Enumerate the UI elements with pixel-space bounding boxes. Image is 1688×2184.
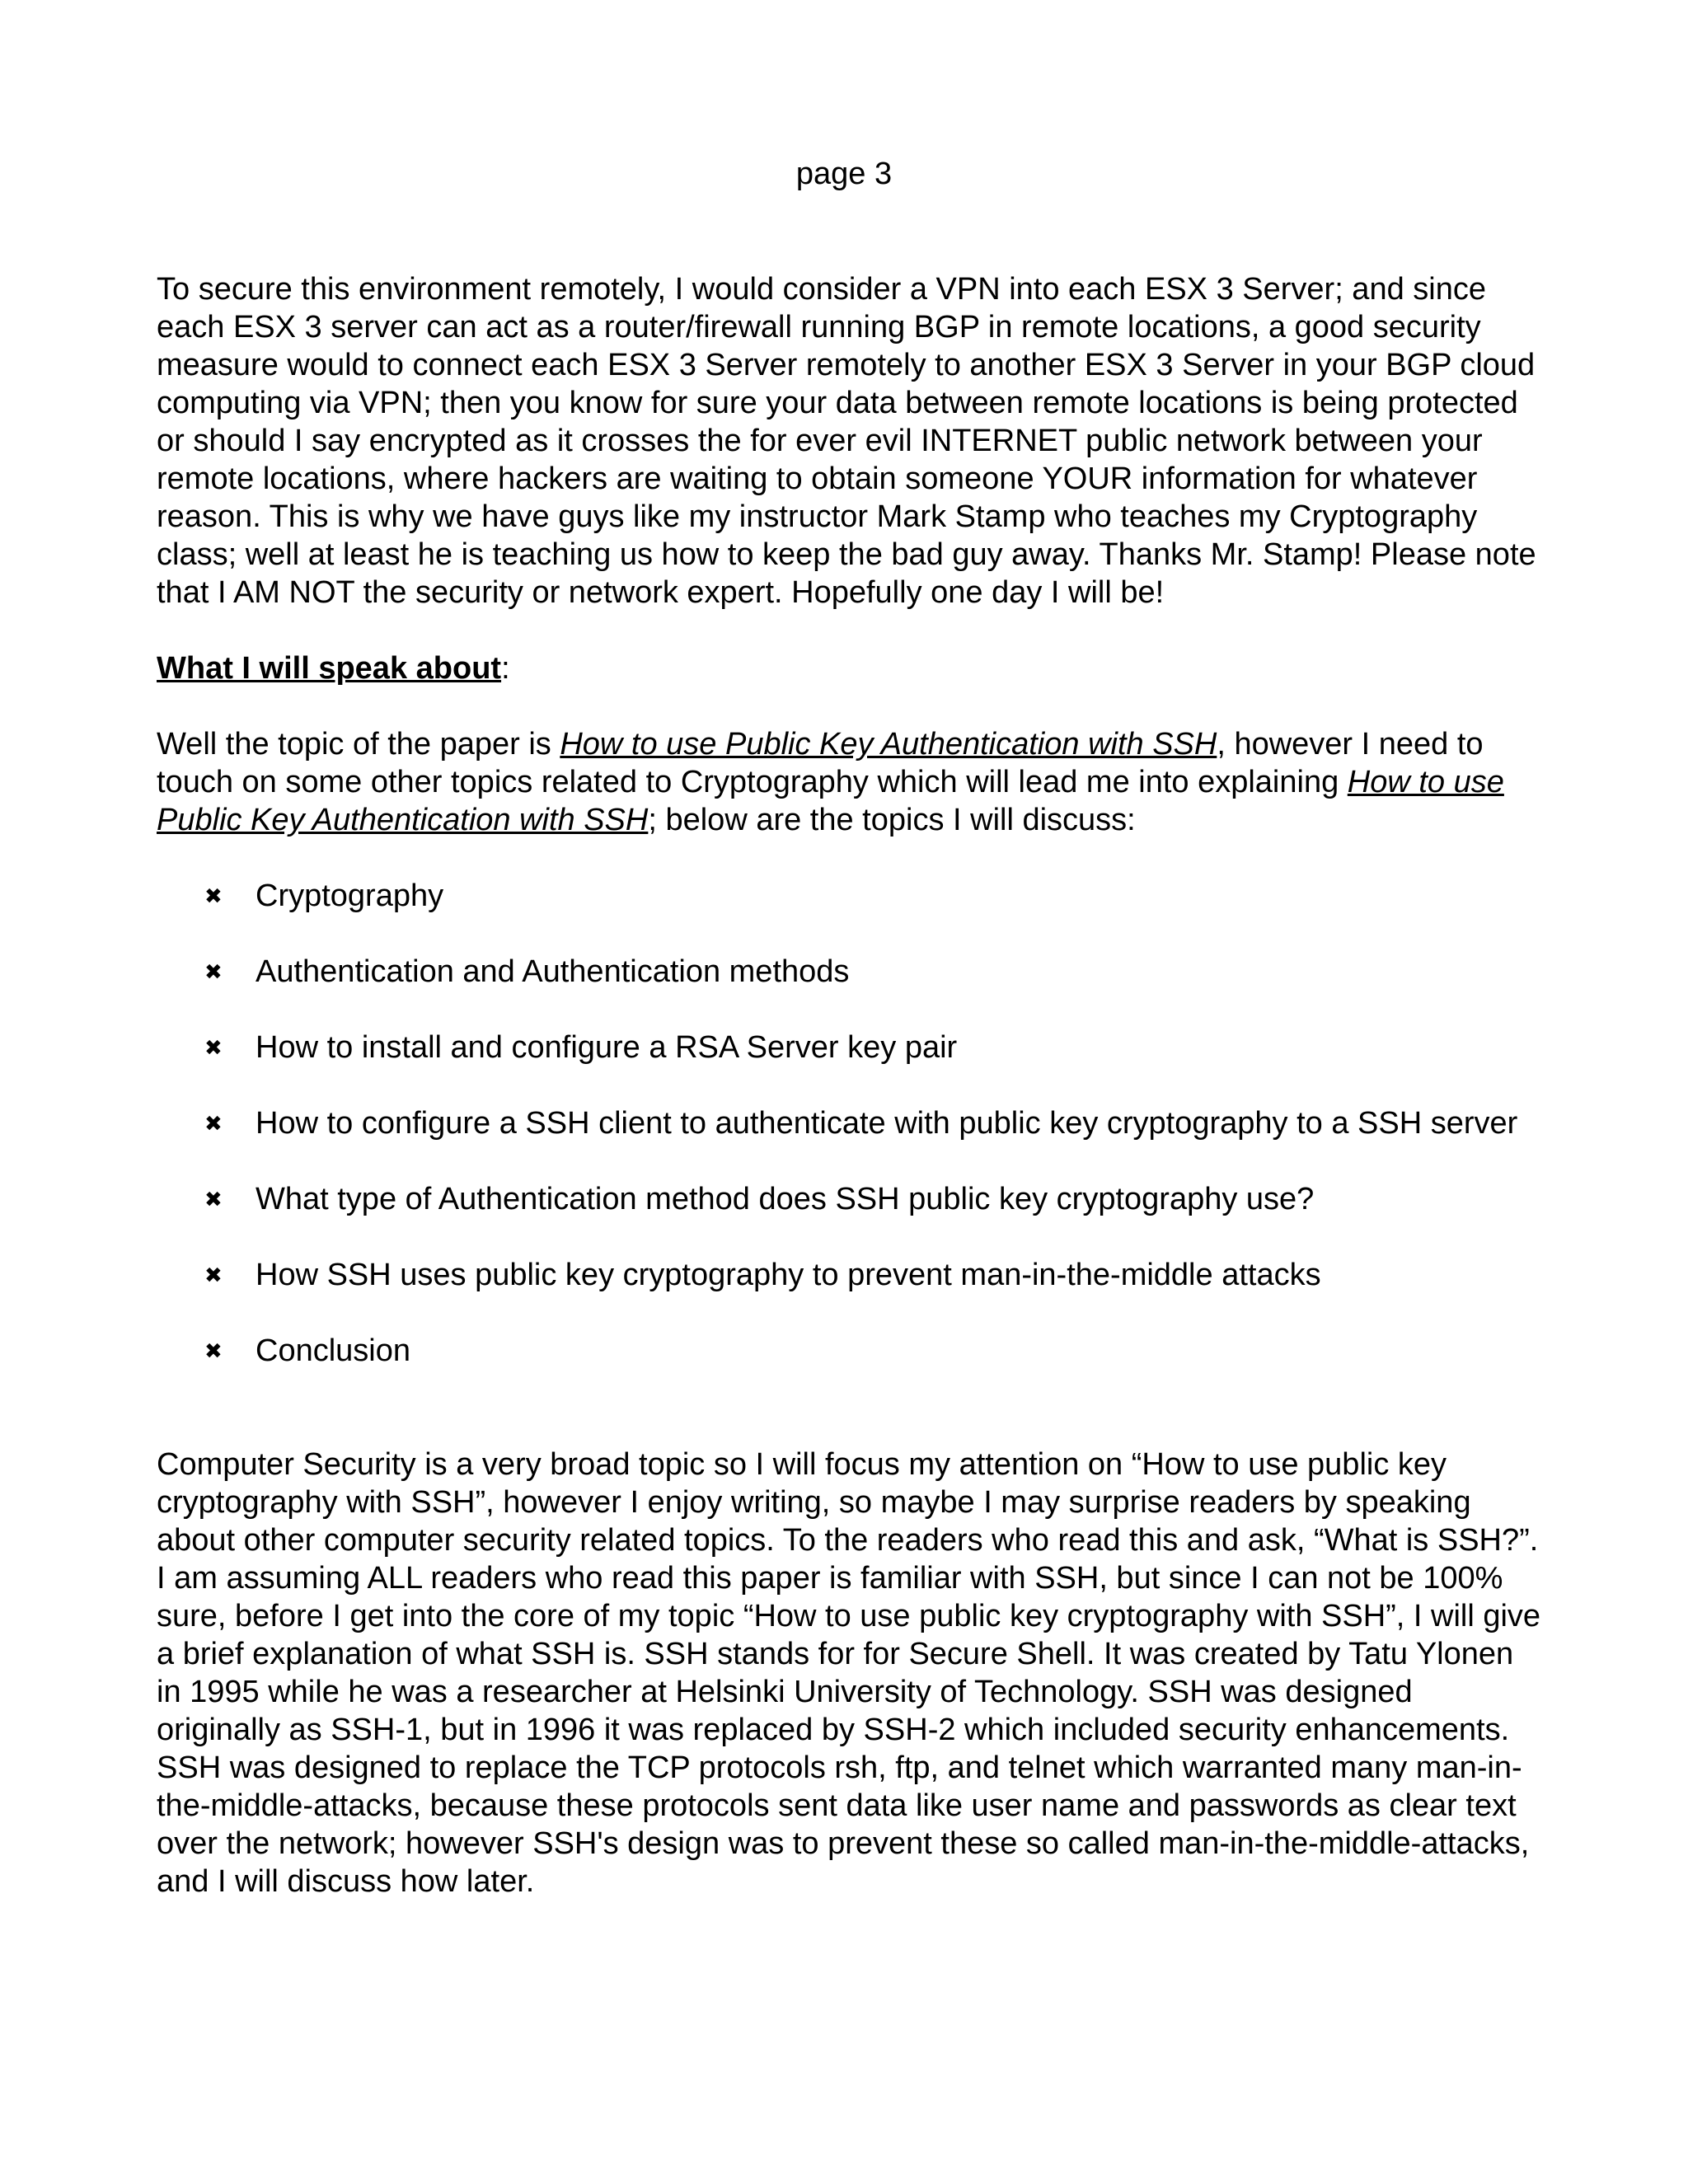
paper-title-ref-1: How to use Public Key Authentication with SSH [560, 727, 1217, 762]
bullet-icon: ✖ [204, 883, 223, 908]
section-heading-colon: : [501, 651, 510, 686]
bullet-icon: ✖ [204, 1035, 223, 1060]
bullet-icon: ✖ [204, 1187, 223, 1212]
topic-item-text: How to configure a SSH client to authenticate with public key cryptography to a SSH server [256, 1106, 1518, 1141]
list-item [157, 1029, 1541, 1066]
topic-item-text: How to install and configure a RSA Server key pair [256, 1030, 958, 1065]
intro-paragraph: To secure this environment remotely, I would consider a VPN into each ESX 3 Server; and since each ESX 3 server can act as a router/firewall running BGP in remote locations, a good security measure would to connect each ESX 3 Server remotely to another ESX 3 Server in your BGP cloud computing via VPN; then you know for sure your data between remote locations is being protected or should I say encrypted as it crosses the for ever evil INTERNET public network between your remote locations, where hackers are waiting to obtain someone YOUR information for whatever reason. This is why we have guys like my instructor Mark Stamp who teaches my Cryptography class; well at least he is teaching us how to keep the bad guy away. Thanks Mr. Stamp! Please note that I AM NOT the security or network expert. Hopefully one day I will be! [157, 272, 1536, 610]
bullet-icon: ✖ [204, 959, 223, 984]
list-item [157, 953, 1541, 991]
list-item [157, 1104, 1541, 1142]
list-item [157, 1180, 1541, 1218]
topic-item-text: How SSH uses public key cryptography to prevent man-in-the-middle attacks [256, 1258, 1321, 1292]
bullet-icon: ✖ [204, 1263, 223, 1287]
paper-title-ref-2: How to use Public Key Authentication with SSH [157, 765, 1504, 837]
list-item [157, 1332, 1541, 1370]
topic-text-2: , however I need to touch on some other topics related to Cryptography which will lead me into explaining [157, 727, 1484, 799]
topic-item-text: Cryptography [256, 879, 444, 913]
topic-item-text: What type of Authentication method does SSH public key cryptography use? [256, 1182, 1315, 1216]
topics-list [157, 877, 1541, 1370]
section-heading: What I will speak about [157, 651, 502, 686]
topic-item-text: Authentication and Authentication methods [256, 954, 850, 989]
bullet-icon: ✖ [204, 1338, 223, 1363]
topic-text-1: Well the topic of the paper is [157, 727, 560, 762]
closing-paragraph: Computer Security is a very broad topic so I will focus my attention on “How to use public key cryptography with SSH”, however I enjoy writing, so maybe I may surprise readers by speaking about other computer security related topics. To the readers who read this and ask, “What is SSH?”. I am assuming ALL readers who read this paper is familiar with SSH, but since I can not be 100% sure, before I get into the core of my topic “How to use public key cryptography with SSH”, I will give a brief explanation of what SSH is. SSH stands for for Secure Shell. It was created by Tatu Ylonen in 1995 while he was a researcher at Helsinki University of Technology. SSH was designed originally as SSH-1, but in 1996 it was replaced by SSH-2 which included security enhancements. SSH was designed to replace the TCP protocols rsh, ftp, and telnet which warranted many man-in-the-middle-attacks, because these protocols sent data like user name and passwords as clear text over the network; however SSH's design was to prevent these so called man-in-the-middle-attacks, and I will discuss how later. [157, 1447, 1541, 1899]
topic-text-3: ; below are the topics I will discuss: [648, 803, 1136, 837]
page-number: page 3 [795, 157, 893, 191]
topic-item-text: Conclusion [256, 1333, 410, 1368]
topic-paragraph [157, 725, 1541, 839]
document-body [157, 270, 1541, 1900]
list-item [157, 877, 1541, 915]
list-item [157, 1256, 1541, 1294]
section-heading-line [157, 649, 1541, 687]
bullet-icon: ✖ [204, 1111, 223, 1136]
